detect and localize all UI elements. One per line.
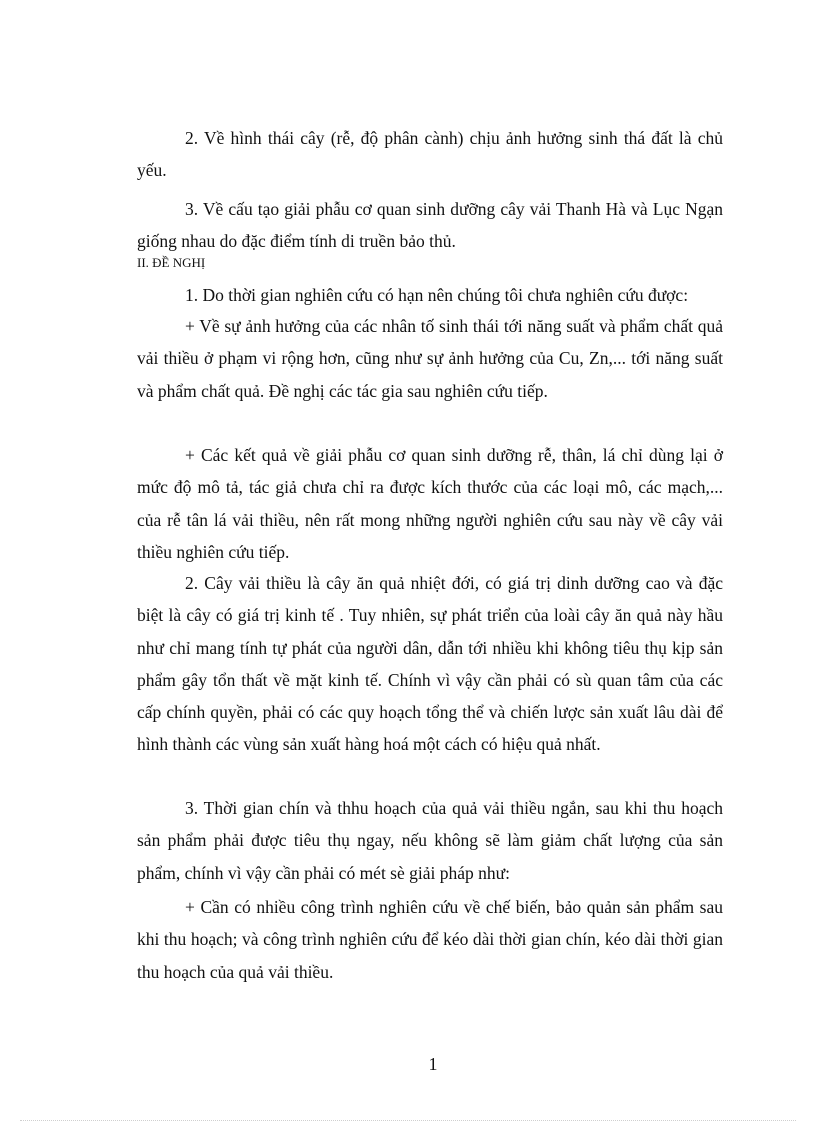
proposal-1-intro: 1. Do thời gian nghiên cứu có hạn nên chúng tôi chưa nghiên cứu được: [185, 285, 689, 305]
page-number: 1 [428, 1054, 438, 1074]
conclusion-item-3: 3. Về cấu tạo giải phẫu cơ quan sinh dưỡng cây vải Thanh Hà và Lục Ngạn giống nhau do đặc điểm tính di truền bảo thủ. [137, 199, 723, 252]
section-heading: II. ĐỀ NGHỊ [137, 255, 206, 270]
proposal-3: 3. Thời gian chín và thhu hoạch của quả vải thiều ngắn, sau khi thu hoạch sản phẩm phải được tiêu thụ ngay, nếu không sẽ làm giảm chất lượng của sản phẩm, chính vì vậy cần phải có mét sè giải pháp như: [137, 798, 723, 883]
proposal-3-item-a: + Cần có nhiều công trình nghiên cứu về chế biến, bảo quản sản phẩm sau khi thu hoạch; và công trình nghiên cứu để kéo dài thời gian chín, kéo dài thời gian thu hoạch của quả vải thiều. [137, 897, 723, 982]
proposal-2: 2. Cây vải thiều là cây ăn quả nhiệt đới, có giá trị dinh dưỡng cao và đặc biệt là cây có giá trị kinh tế . Tuy nhiên, sự phát triển của loài cây ăn quả này hầu như chỉ mang tính tự phát của người dân, dẫn tới nhiều khi không tiêu thụ kịp sản phẩm gây tổn thất về mặt kinh tế. Chính vì vậy cần phải có sù quan tâm của các cấp chính quyền, phải có các quy hoạch tổng thể và chiến lược sản xuất lâu dài để hình thành các vùng sản xuất hàng hoá một cách có hiệu quả nhất. [137, 573, 723, 755]
proposal-1-item-a: + Về sự ảnh hưởng của các nhân tố sinh thái tới năng suất và phẩm chất quả vải thiều ở phạm vi rộng hơn, cũng như sự ảnh hưởng của Cu, Zn,... tới năng suất và phẩm chất quả. Đề nghị các tác gia sau nghiên cứu tiếp. [137, 316, 723, 401]
conclusion-item-2: 2. Về hình thái cây (rễ, độ phân cành) chịu ảnh hưởng sinh thá đất là chủ yếu. [137, 128, 723, 181]
proposal-1-item-b: + Các kết quả về giải phẫu cơ quan sinh dưỡng rễ, thân, lá chỉ dùng lại ở mức độ mô tả, tác giả chưa chỉ ra được kích thước của các loại mô, các mạch,... của rễ tân lá vải thiều, nên rất mong những người nghiên cứu sau này về cây vải thiều nghiên cứu tiếp. [137, 445, 723, 562]
page-bottom-divider [20, 1120, 796, 1121]
